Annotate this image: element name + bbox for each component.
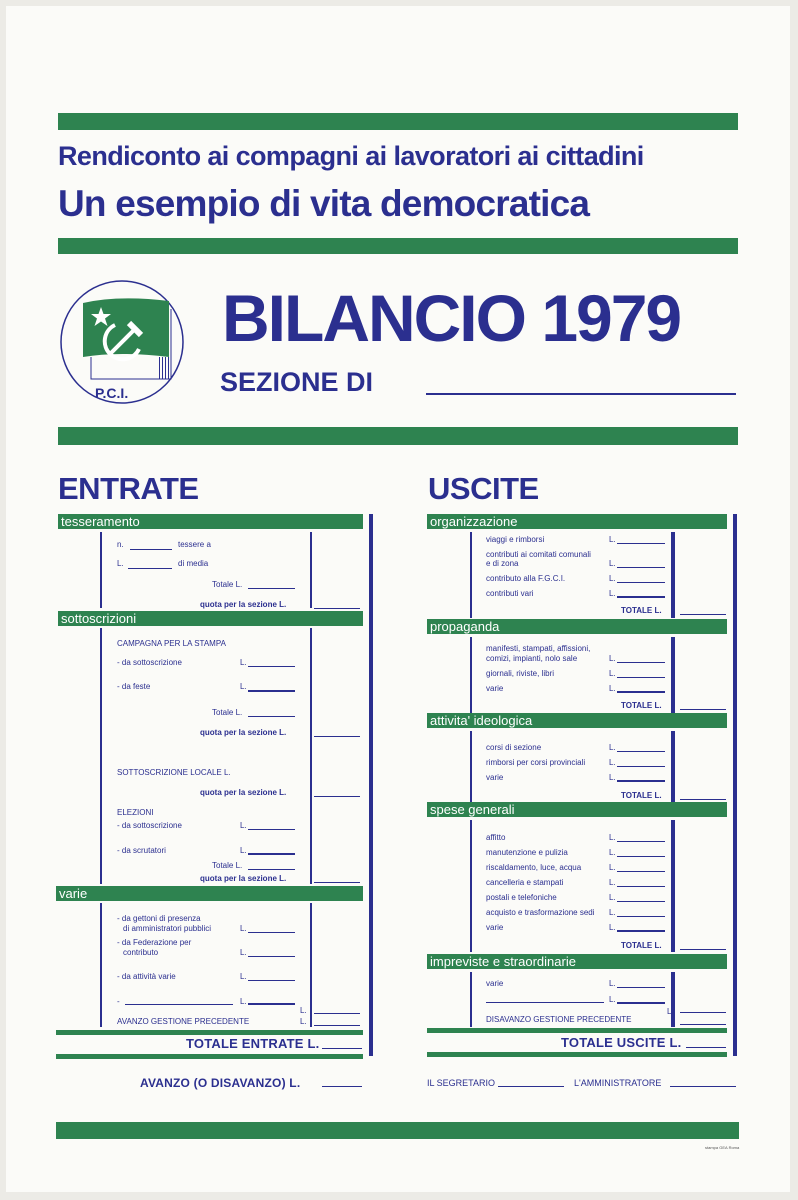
org-item: viaggi e rimborsi: [486, 535, 545, 544]
l-label: L.: [609, 923, 616, 932]
l-label: L.: [609, 848, 616, 857]
disavanzo-precedente-label: DISAVANZO GESTIONE PRECEDENTE: [486, 1015, 632, 1024]
el-totale-label: Totale L.: [212, 861, 243, 870]
blank-line: [617, 596, 665, 598]
totale-uscite-label: TOTALE USCITE L.: [561, 1035, 682, 1050]
ideo-item: varie: [486, 773, 504, 782]
tess-tessere-label: tessere a: [178, 540, 211, 549]
prop-item: giornali, riviste, libri: [486, 669, 555, 678]
blank-line: [248, 716, 295, 717]
section-propaganda: propaganda: [427, 619, 727, 634]
sott-left-rule: [100, 628, 102, 884]
imp-right-rule: [671, 972, 675, 1027]
gen-item: riscaldamento, luce, acqua: [486, 863, 582, 872]
blank-line: [128, 568, 172, 569]
l-label: L.: [240, 924, 247, 933]
blank-line: [680, 709, 726, 710]
blank-line: [248, 690, 295, 692]
gen-item: varie: [486, 923, 504, 932]
blank-line: [314, 608, 360, 609]
prop-item: varie: [486, 684, 504, 693]
org-item: contributi vari: [486, 589, 534, 598]
l-label: L.: [609, 773, 616, 782]
l-label: L.: [609, 979, 616, 988]
org-left-rule: [470, 532, 472, 618]
section-organizzazione: organizzazione: [427, 514, 727, 529]
prop-left-rule: [470, 637, 472, 713]
sott-totale-label: Totale L.: [212, 708, 243, 717]
l-label: L.: [609, 654, 616, 663]
tess-quota-label: quota per la sezione L.: [200, 600, 287, 609]
blank-line: [617, 677, 665, 678]
logo-label: P.C.I.: [95, 385, 129, 401]
prop-item: comizi, impianti, nolo sale: [486, 654, 578, 663]
tess-left-rule: [100, 532, 102, 608]
l-label: L.: [300, 1017, 307, 1026]
green-bar-bottom: [56, 1122, 739, 1139]
blank-line: [680, 799, 726, 800]
signature-line-segretario: [498, 1086, 564, 1087]
varie-left-rule: [100, 903, 102, 1027]
gen-item: cancelleria e stampati: [486, 878, 564, 887]
blank-line: [617, 987, 665, 988]
blank-line: [248, 1003, 295, 1005]
el-scrutatori-label: - da scrutatori: [117, 846, 166, 855]
l-label: L.: [609, 878, 616, 887]
l-label: L.: [240, 948, 247, 957]
l-label: L.: [609, 669, 616, 678]
blank-line: [130, 549, 172, 550]
blank-line: [248, 588, 295, 589]
org-item: e di zona: [486, 559, 519, 568]
org-item: contributi ai comitati comunali: [486, 550, 591, 559]
blank-line: [617, 662, 665, 663]
blank-line: [680, 614, 726, 615]
green-bar-top: [58, 113, 738, 130]
blank-line: [125, 1004, 233, 1005]
sezione-label: SEZIONE DI: [220, 367, 374, 397]
printer-credit: stampa GEA Roma: [705, 1145, 740, 1150]
l-label: L.: [667, 1007, 674, 1016]
segretario-label: IL SEGRETARIO: [427, 1078, 496, 1088]
l-label: L.: [609, 833, 616, 842]
blank-line: [617, 856, 665, 857]
totale-entrate-label: TOTALE ENTRATE L.: [186, 1036, 320, 1051]
org-item: contributo alla F.G.C.I.: [486, 574, 566, 583]
section-impreviste: impreviste e straordinarie: [427, 954, 727, 969]
blank-line: [314, 882, 360, 883]
prop-totale-label: TOTALE L.: [621, 701, 662, 710]
gen-totale-label: TOTALE L.: [621, 941, 662, 950]
blank-line: [617, 871, 665, 872]
gen-left-rule: [470, 820, 472, 952]
gen-item: manutenzione e pulizia: [486, 848, 568, 857]
sottoscrizione-locale-label: SOTTOSCRIZIONE LOCALE L.: [117, 768, 231, 777]
gen-item: affitto: [486, 833, 506, 842]
green-rule-entrate-2: [56, 1054, 363, 1059]
blank-line: [617, 901, 665, 902]
entrate-right-rule: [369, 514, 373, 1056]
prop-right-rule: [671, 637, 675, 713]
blank-line: [617, 930, 665, 932]
l-label: L.: [609, 743, 616, 752]
blank-line: [617, 886, 665, 887]
blank-line: [617, 691, 665, 693]
blank-line: [248, 869, 295, 870]
ideo-item: corsi di sezione: [486, 743, 542, 752]
blank-line: [322, 1086, 362, 1087]
tess-l-label: L.: [117, 559, 124, 568]
locale-quota-label: quota per la sezione L.: [200, 788, 287, 797]
l-label: L.: [609, 758, 616, 767]
green-rule-uscite-2: [427, 1052, 727, 1057]
signature-line-amministratore: [670, 1086, 736, 1087]
green-rule-entrate-1: [56, 1030, 363, 1035]
blank-line: [486, 1002, 604, 1003]
section-tesseramento: tesseramento: [58, 514, 363, 529]
l-label: L.: [609, 684, 616, 693]
uscite-heading: USCITE: [428, 471, 539, 506]
blank-line: [617, 751, 665, 752]
tess-n-label: n.: [117, 540, 124, 549]
l-label: L.: [609, 535, 616, 544]
blank-line: [617, 1002, 665, 1004]
federazione-label-1: - da Federazione per: [117, 938, 192, 947]
l-label: L.: [240, 682, 247, 691]
l-label: L.: [609, 574, 616, 583]
l-label: L.: [240, 997, 247, 1006]
varie-right-rule: [310, 903, 312, 1027]
blank-line: [617, 543, 665, 544]
gettoni-label-2: di amministratori pubblici: [123, 924, 212, 933]
l-label: L.: [609, 908, 616, 917]
imp-left-rule: [470, 972, 472, 1027]
blank-line: [248, 980, 295, 981]
ideo-right-rule: [671, 731, 675, 803]
l-label: L.: [240, 821, 247, 830]
prop-item: manifesti, stampati, affissioni,: [486, 644, 591, 653]
gen-right-rule: [671, 820, 675, 952]
tess-media-label: di media: [178, 559, 209, 568]
gen-item: postali e telefoniche: [486, 893, 557, 902]
blank-line: [686, 1047, 726, 1048]
l-label: L.: [240, 972, 247, 981]
blank-line: [617, 567, 665, 568]
ideo-left-rule: [470, 731, 472, 803]
section-varie: varie: [56, 886, 363, 901]
section-attivita-ideologica: attivita' ideologica: [427, 713, 727, 728]
l-label: L.: [240, 658, 247, 667]
blank-line: [617, 582, 665, 583]
el-sottoscrizione-label: - da sottoscrizione: [117, 821, 182, 830]
green-rule-uscite-1: [427, 1028, 727, 1033]
avanzo-precedente-label: AVANZO GESTIONE PRECEDENTE: [117, 1017, 250, 1026]
section-spese-generali: spese generali: [427, 802, 727, 817]
gettoni-label-1: - da gettoni di presenza: [117, 914, 201, 923]
l-label: L.: [300, 1006, 307, 1015]
blank-line: [617, 766, 665, 767]
blank-line: [617, 916, 665, 917]
section-sottoscrizioni: sottoscrizioni: [58, 611, 363, 626]
entrate-heading: ENTRATE: [58, 471, 199, 506]
sott-right-rule: [310, 628, 312, 884]
attivita-varie-label: - da attività varie: [117, 972, 176, 981]
dash-label: -: [117, 997, 120, 1006]
l-label: L.: [240, 846, 247, 855]
blank-line: [322, 1048, 362, 1049]
l-label: L.: [609, 559, 616, 568]
da-sottoscrizione-label: - da sottoscrizione: [117, 658, 182, 667]
ideo-totale-label: TOTALE L.: [621, 791, 662, 800]
blank-line: [248, 853, 295, 855]
tess-totale-label: Totale L.: [212, 580, 243, 589]
l-label: L.: [609, 893, 616, 902]
bilancio-title: BILANCIO 1979: [222, 281, 681, 355]
blank-line: [248, 956, 295, 957]
blank-line: [617, 841, 665, 842]
blank-line: [314, 1025, 360, 1026]
blank-line: [680, 949, 726, 950]
tess-right-rule: [310, 532, 312, 608]
green-bar-mid: [58, 427, 738, 445]
el-quota-label: quota per la sezione L.: [200, 874, 287, 883]
federazione-label-2: contributo: [123, 948, 159, 957]
blank-line: [248, 666, 295, 667]
org-totale-label: TOTALE L.: [621, 606, 662, 615]
uscite-right-rule: [733, 514, 737, 1056]
blank-line: [314, 796, 360, 797]
gen-item: acquisto e trasformazione sedi: [486, 908, 595, 917]
l-label: L.: [609, 589, 616, 598]
l-label: L.: [609, 863, 616, 872]
blank-line: [680, 1012, 726, 1013]
imp-item: varie: [486, 979, 504, 988]
blank-line: [680, 1024, 726, 1025]
campagna-label: CAMPAGNA PER LA STAMPA: [117, 639, 226, 648]
l-label: L.: [609, 995, 616, 1004]
blank-line: [248, 829, 295, 830]
sezione-blank-line: [426, 393, 736, 395]
amministratore-label: L'AMMINISTRATORE: [574, 1078, 662, 1088]
ideo-item: rimborsi per corsi provinciali: [486, 758, 586, 767]
elezioni-label: ELEZIONI: [117, 808, 154, 817]
header-line-2: Un esempio di vita democratica: [58, 183, 590, 224]
blank-line: [314, 1013, 360, 1014]
avanzo-disavanzo-label: AVANZO (O DISAVANZO) L.: [140, 1076, 301, 1090]
header-line-1: Rendiconto ai compagni ai lavoratori ai cittadini: [58, 141, 644, 171]
green-bar-header-bottom: [58, 238, 738, 254]
sott-quota-label: quota per la sezione L.: [200, 728, 287, 737]
da-feste-label: - da feste: [117, 682, 151, 691]
pci-logo: [59, 279, 185, 405]
blank-line: [314, 736, 360, 737]
blank-line: [248, 932, 295, 933]
blank-line: [617, 780, 665, 782]
org-right-rule: [671, 532, 675, 618]
